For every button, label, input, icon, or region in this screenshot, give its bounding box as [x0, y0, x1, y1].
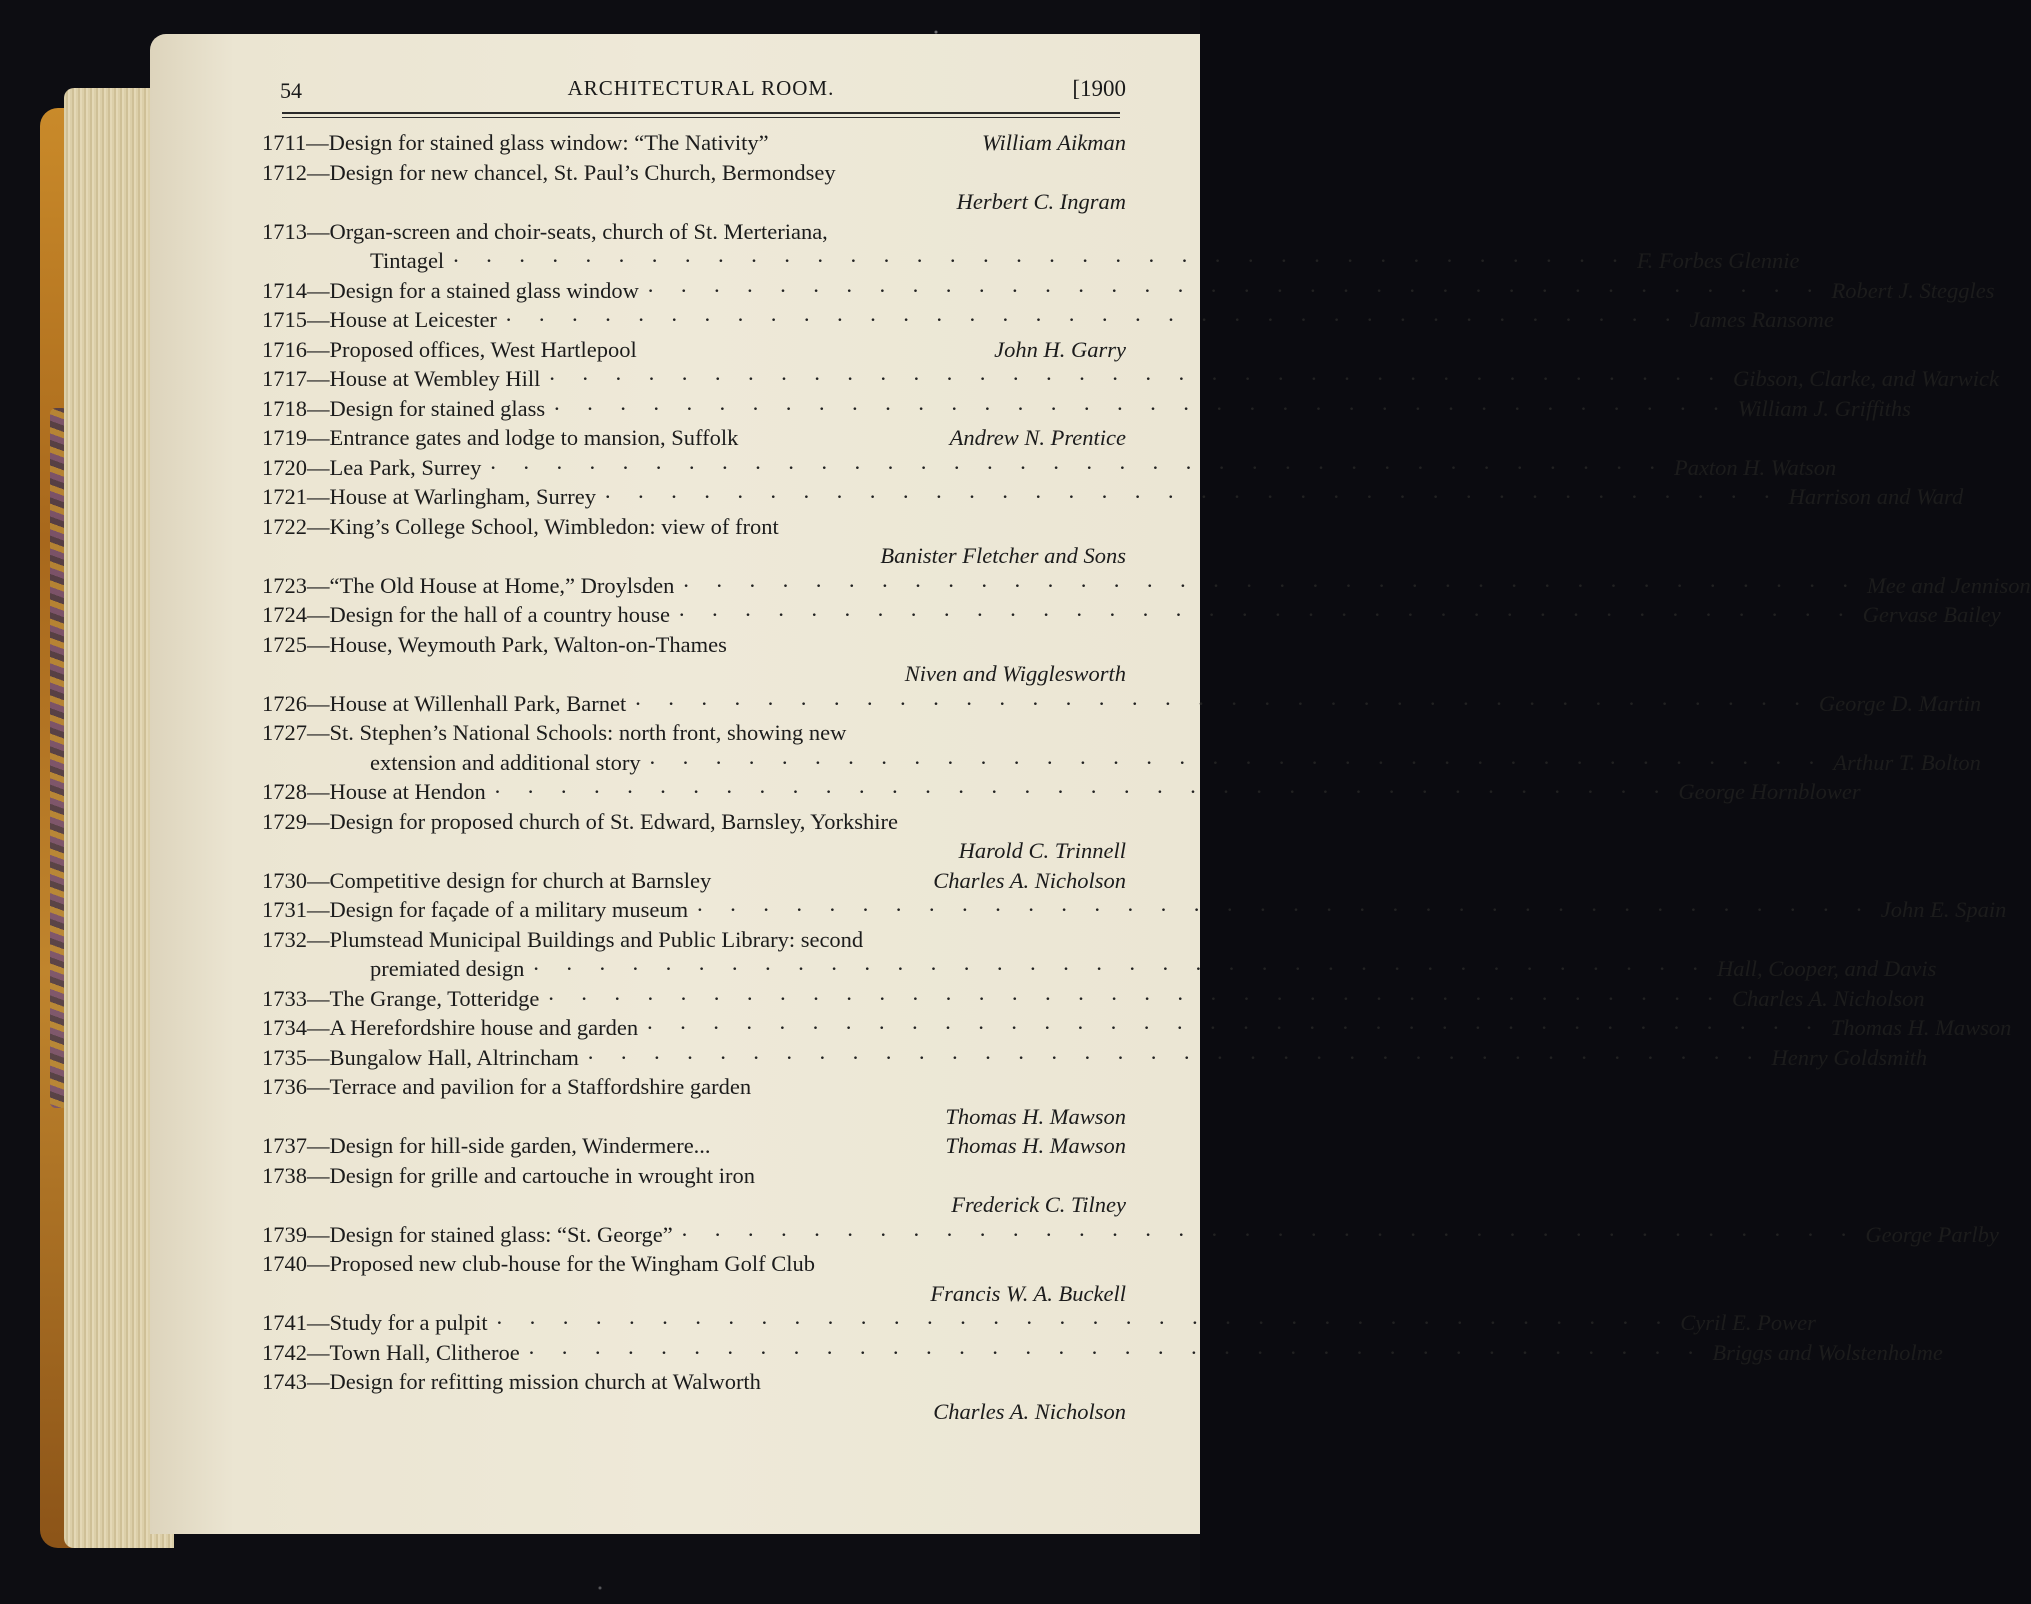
catalogue-entry	[262, 423, 1126, 453]
entry-architect: Thomas H. Mawson	[945, 1133, 1126, 1158]
catalogue-entry	[262, 1220, 1999, 1250]
entry-architect: Harold C. Trinnell	[958, 838, 1126, 863]
leader-dots: · · · · · · · · · · · · · · · · · · · · · · · · · · · · · · · · · · · ·	[504, 307, 1682, 332]
entry-title: 1727—St. Stephen’s National Schools: north front, showing new	[262, 720, 847, 745]
catalogue-entry	[262, 158, 1126, 217]
entry-architect: Banister Fletcher and Sons	[880, 543, 1126, 568]
catalogue-entry	[262, 777, 1861, 807]
entry-architect: Charles A. Nicholson	[933, 1398, 1126, 1424]
leader-dots: · · · · · · · · · · · · · · · · · · · · · · · · · · · · · · · · · · · ·	[586, 1044, 1764, 1070]
entry-architect: John E. Spain	[1880, 897, 2007, 922]
entry-architect: Gervase Bailey	[1862, 602, 2001, 627]
entry-title: 1732—Plumstead Municipal Buildings and Public Library: second	[262, 926, 864, 952]
entry-title: 1719—Entrance gates and lodge to mansion, Suffolk	[262, 425, 739, 450]
entry-architect: George Hornblower	[1678, 779, 1861, 804]
catalogue-entry	[262, 807, 1126, 866]
catalogue-entry	[262, 335, 1126, 365]
entry-architect: Cyril E. Power	[1680, 1310, 1816, 1335]
catalogue-entry	[262, 305, 1834, 335]
catalogue-entry	[262, 895, 2007, 925]
leader-dots: · · · · · · · · · · · · · · · · · · · · · · · · · · · · · · · · · · · ·	[527, 1339, 1705, 1365]
entry-title: 1730—Competitive design for church at Barnsley	[262, 867, 712, 893]
page-number: 54	[280, 78, 302, 103]
entry-title: 1718—Design for stained glass	[262, 395, 546, 421]
entry-architect: George Parlby	[1865, 1221, 1999, 1247]
entry-architect: Arthur T. Bolton	[1833, 749, 1981, 775]
entry-architect: Thomas H. Mawson	[1830, 1015, 2012, 1040]
entry-architect: Paxton H. Watson	[1673, 454, 1837, 480]
catalogue-entry	[262, 1367, 1126, 1426]
catalogue-entry	[262, 364, 2000, 394]
entry-title: 1741—Study for a pulpit	[262, 1310, 488, 1335]
leader-dots: · · · · · · · · · · · · · · · · · · · · · · · · · · · · · · · · · · · ·	[493, 779, 1671, 804]
catalogue-entry	[262, 1072, 1126, 1131]
entry-architect: F. Forbes Glennie	[1636, 248, 1800, 273]
header-year: [1900	[1072, 76, 1126, 101]
catalogue-entry	[262, 1043, 1928, 1073]
entry-architect: Niven and Wigglesworth	[904, 661, 1126, 686]
entry-architect: Herbert C. Ingram	[956, 189, 1126, 214]
entry-architect: Charles A. Nicholson	[1731, 985, 1925, 1011]
leader-dots: · · · · · · · · · · · · · · · · · · · · · · · · · · · · · · · · · · · ·	[648, 749, 1826, 775]
entry-architect: Gibson, Clarke, and Warwick	[1733, 366, 2000, 391]
leader-dots: · · · · · · · · · · · · · · · · · · · · · · · · · · · · · · · · · · · ·	[646, 277, 1824, 303]
header-rule-thin	[282, 117, 1120, 118]
entry-title: 1722—King’s College School, Wimbledon: view of front	[262, 513, 779, 539]
catalogue-entry	[262, 600, 2001, 630]
entry-architect: Frederick C. Tilney	[951, 1192, 1126, 1217]
catalogue-entry	[262, 925, 1937, 984]
entry-title: 1743—Design for refitting mission church at Walworth	[262, 1369, 761, 1394]
entry-architect: Robert J. Steggles	[1831, 277, 1995, 303]
entry-architect: Thomas H. Mawson	[945, 1103, 1126, 1129]
entry-title: 1728—House at Hendon	[262, 779, 486, 804]
entry-title: 1716—Proposed offices, West Hartlepool	[262, 336, 637, 362]
leader-dots: · · · · · · · · · · · · · · · · · · · · · · · · · · · · · · · · · · · ·	[532, 956, 1709, 981]
entry-title: 1739—Design for stained glass: “St. George”	[262, 1221, 673, 1247]
entry-title: 1736—Terrace and pavilion for a Staffordshire garden	[262, 1074, 752, 1099]
catalogue-entry	[262, 571, 2031, 601]
leader-dots: · · · · · · · · · · · · · · · · · · · · · · · · · · · · · · · · · · · ·	[646, 1015, 1823, 1040]
entry-title: 1720—Lea Park, Surrey	[262, 454, 482, 480]
catalogue-entry	[262, 718, 1981, 777]
entry-title-continued: premiated design	[370, 956, 525, 981]
entry-title: 1723—“The Old House at Home,” Droylsden	[262, 572, 675, 598]
leader-dots: · · · · · · · · · · · · · · · · · · · · · · · · · · · · · · · · · · · ·	[553, 395, 1730, 421]
entry-title: 1734—A Herefordshire house and garden	[262, 1015, 639, 1040]
catalogue-entry	[262, 394, 1911, 424]
running-header	[276, 76, 1126, 106]
catalogue-entry	[262, 1249, 1126, 1308]
leader-dots: · · · · · · · · · · · · · · · · · · · · · · · · · · · · · · · · · · · ·	[495, 1310, 1673, 1335]
entry-title: 1731—Design for façade of a military museum	[262, 897, 689, 922]
leader-dots: · · · · · · · · · · · · · · · · · · · · · · · · · · · · · · · · · · · ·	[603, 484, 1781, 509]
entry-architect: Andrew N. Prentice	[949, 425, 1126, 450]
entry-title: 1711—Design for stained glass window: “The Nativity”	[262, 130, 769, 155]
entry-title: 1733—The Grange, Totteridge	[262, 985, 540, 1011]
entry-architect: Francis W. A. Buckell	[930, 1280, 1126, 1306]
catalogue-entry	[262, 1131, 1126, 1161]
entry-architect: John H. Garry	[994, 336, 1126, 362]
catalogue-list	[262, 128, 2031, 1426]
catalogue-entry	[262, 984, 1925, 1014]
catalogue-entry	[262, 1308, 1816, 1338]
entry-title: 1712—Design for new chancel, St. Paul’s Church, Bermondsey	[262, 159, 836, 185]
catalogue-entry	[262, 453, 1837, 483]
entry-title: 1738—Design for grille and cartouche in wrought iron	[262, 1162, 756, 1188]
entry-title: 1729—Design for proposed church of St. Edward, Barnsley, Yorkshire	[262, 808, 898, 834]
catalogue-entry	[262, 1338, 1943, 1368]
entry-architect: James Ransome	[1689, 307, 1834, 332]
entry-title: 1726—House at Willenhall Park, Barnet	[262, 690, 627, 716]
entry-title-continued: Tintagel	[370, 248, 445, 273]
leader-dots: · · · · · · · · · · · · · · · · · · · · · · · · · · · · · · · · · · · ·	[489, 454, 1666, 480]
entry-architect: Charles A. Nicholson	[933, 867, 1126, 893]
catalogue-entry	[262, 1013, 2012, 1043]
entry-title: 1742—Town Hall, Clitheroe	[262, 1339, 520, 1365]
entry-title: 1735—Bungalow Hall, Altrincham	[262, 1044, 579, 1070]
catalogue-entry	[262, 217, 1800, 276]
catalogue-entry	[262, 276, 1995, 306]
catalogue-entry	[262, 866, 1126, 896]
entry-title: 1725—House, Weymouth Park, Walton-on-Thames	[262, 631, 727, 657]
entry-title: 1724—Design for the hall of a country house	[262, 602, 671, 627]
leader-dots: · · · · · · · · · · · · · · · · · · · · · · · · · · · · · · · · · · · ·	[696, 897, 1873, 922]
entry-architect: Hall, Cooper, and Davis	[1716, 956, 1937, 981]
entry-architect: George D. Martin	[1818, 690, 1982, 716]
leader-dots: · · · · · · · · · · · · · · · · · · · · · · · · · · · · · · · · · · · ·	[547, 985, 1724, 1011]
entry-architect: Harrison and Ward	[1788, 484, 1964, 509]
leader-dots: · · · · · · · · · · · · · · · · · · · · · · · · · · · · · · · · · · · ·	[678, 602, 1855, 627]
entry-title: 1717—House at Wembley Hill	[262, 366, 541, 391]
entry-title: 1737—Design for hill-side garden, Windermere...	[262, 1133, 711, 1158]
entry-architect: William J. Griffiths	[1737, 395, 1911, 421]
entry-architect: Briggs and Wolstenholme	[1712, 1339, 1943, 1365]
catalogue-entry	[262, 512, 1126, 571]
entry-architect: Henry Goldsmith	[1771, 1044, 1928, 1070]
leader-dots: · · · · · · · · · · · · · · · · · · · · · · · · · · · · · · · · · · · ·	[634, 690, 1811, 716]
catalogue-entry	[262, 630, 1126, 689]
entry-title: 1714—Design for a stained glass window	[262, 277, 639, 303]
leader-dots: · · · · · · · · · · · · · · · · · · · · · · · · · · · · · · · · · · · ·	[682, 572, 1860, 598]
header-rule	[282, 112, 1120, 114]
leader-dots: · · · · · · · · · · · · · · · · · · · · · · · · · · · · · · · · · · · ·	[452, 248, 1629, 273]
entry-title: 1715—House at Leicester	[262, 307, 497, 332]
entry-title: 1713—Organ-screen and choir-seats, church of St. Merteriana,	[262, 218, 828, 244]
catalogue-entry	[262, 689, 1982, 719]
entry-architect: Mee and Jennison	[1867, 572, 2031, 598]
page-title: ARCHITECTURAL ROOM.	[567, 76, 835, 100]
catalogue-entry	[262, 128, 1126, 158]
leader-dots: · · · · · · · · · · · · · · · · · · · · · · · · · · · · · · · · · · · ·	[548, 366, 1725, 391]
entry-title-continued: extension and additional story	[370, 749, 641, 775]
catalogue-entry	[262, 482, 1964, 512]
catalogue-entry	[262, 1161, 1126, 1220]
entry-title: 1721—House at Warlingham, Surrey	[262, 484, 596, 509]
entry-architect: William Aikman	[982, 130, 1126, 155]
entry-title: 1740—Proposed new club-house for the Wingham Golf Club	[262, 1251, 815, 1276]
leader-dots: · · · · · · · · · · · · · · · · · · · · · · · · · · · · · · · · · · · ·	[680, 1221, 1858, 1247]
